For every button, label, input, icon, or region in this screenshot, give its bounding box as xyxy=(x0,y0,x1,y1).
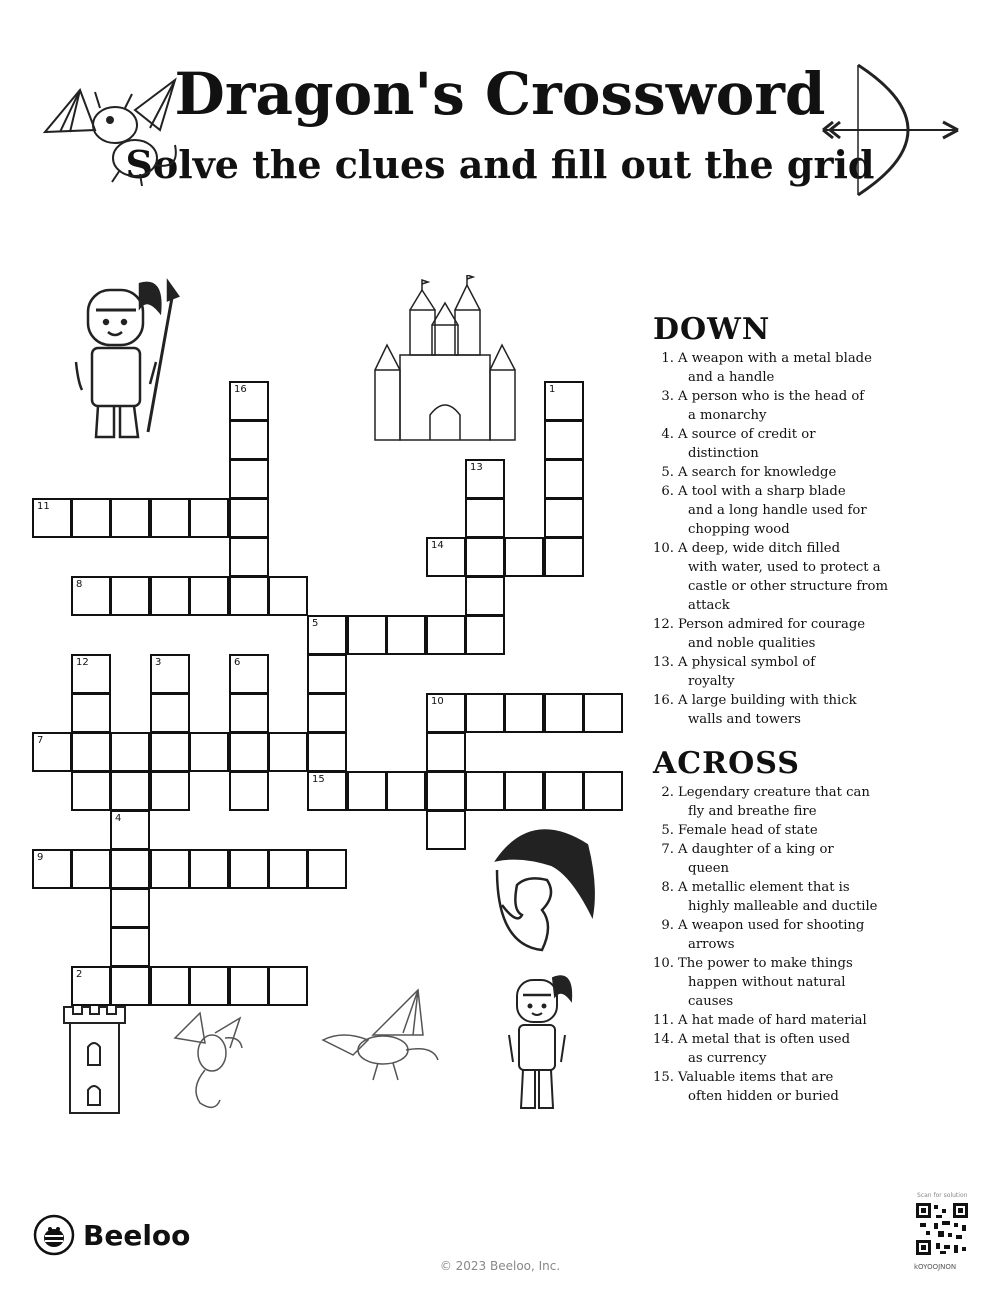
crossword-cell[interactable] xyxy=(71,966,111,1006)
crossword-cell[interactable] xyxy=(307,732,347,772)
clue-item xyxy=(653,482,888,539)
crossword-cell[interactable] xyxy=(150,966,190,1006)
crossword-cell[interactable] xyxy=(229,693,269,733)
clue-line: queen xyxy=(688,861,730,876)
across-clues xyxy=(653,746,888,1106)
crossword-cell[interactable] xyxy=(110,498,150,538)
crossword-cell[interactable] xyxy=(32,498,72,538)
clue-item-number: 2. xyxy=(661,785,674,800)
clue-number: 7 xyxy=(37,735,44,746)
clue-number: 1 xyxy=(549,384,556,395)
crossword-cell[interactable] xyxy=(426,771,466,811)
crossword-cell[interactable] xyxy=(229,576,269,616)
crossword-cell[interactable] xyxy=(465,537,505,577)
clue-line: happen without natural causes xyxy=(688,975,846,1009)
clue-line: A hat made of hard material xyxy=(678,1013,867,1028)
clue-number: 6 xyxy=(234,657,241,668)
clue-number: 5 xyxy=(312,618,319,629)
crossword-cell[interactable] xyxy=(71,693,111,733)
crossword-cell[interactable] xyxy=(71,849,111,889)
helmet-icon xyxy=(482,815,602,955)
crossword-cell[interactable] xyxy=(544,693,584,733)
crossword-cell[interactable] xyxy=(465,459,505,499)
crossword-cell[interactable] xyxy=(426,693,466,733)
crossword-cell[interactable] xyxy=(229,966,269,1006)
clue-item-number: 5. xyxy=(661,823,674,838)
clue-item xyxy=(653,954,888,1011)
bee-icon xyxy=(33,1214,75,1256)
crossword-cell[interactable] xyxy=(229,459,269,499)
down-clues xyxy=(653,312,888,729)
crossword-cell[interactable] xyxy=(544,771,584,811)
crossword-cell[interactable] xyxy=(110,888,150,928)
clue-item-number: 16. xyxy=(653,693,674,708)
clue-item xyxy=(653,1068,888,1106)
clue-item xyxy=(653,653,888,691)
clue-line: Female head of state xyxy=(678,823,818,838)
down-heading: DOWN xyxy=(653,312,771,347)
down-clue-list xyxy=(653,349,888,729)
clue-number: 9 xyxy=(37,852,44,863)
crossword-cell[interactable] xyxy=(544,537,584,577)
clue-line: A search for knowledge xyxy=(678,465,837,480)
crossword-cell[interactable] xyxy=(229,654,269,694)
clue-item xyxy=(653,1030,888,1068)
clue-line: A weapon with a metal blade xyxy=(678,351,872,366)
crossword-cell[interactable] xyxy=(110,732,150,772)
crossword-cell[interactable] xyxy=(229,381,269,421)
clue-line: with water, used to protect a xyxy=(688,560,881,575)
castle-icon xyxy=(370,275,520,445)
clue-line: and a long handle used for xyxy=(688,503,867,518)
clue-line: chopping wood xyxy=(688,522,790,537)
crossword-cell[interactable] xyxy=(110,810,150,850)
clue-item xyxy=(653,425,888,463)
clue-number: 4 xyxy=(115,813,122,824)
crossword-cell[interactable] xyxy=(110,849,150,889)
crossword-cell[interactable] xyxy=(150,771,190,811)
crossword-cell[interactable] xyxy=(189,966,229,1006)
clue-item-text xyxy=(678,691,888,729)
clue-item-text xyxy=(678,878,888,916)
crossword-cell[interactable] xyxy=(229,420,269,460)
crossword-cell[interactable] xyxy=(504,537,544,577)
clue-item-number: 15. xyxy=(653,1070,674,1085)
clue-item xyxy=(653,821,888,840)
page-title: Dragon's Crossword xyxy=(174,60,826,128)
crossword-cell[interactable] xyxy=(465,498,505,538)
crossword-cell[interactable] xyxy=(307,771,347,811)
clue-line: and noble qualities xyxy=(688,636,816,651)
crossword-cell[interactable] xyxy=(307,615,347,655)
crossword-cell[interactable] xyxy=(583,693,623,733)
crossword-cell[interactable] xyxy=(32,849,72,889)
crossword-cell[interactable] xyxy=(229,498,269,538)
crossword-cell[interactable] xyxy=(229,771,269,811)
crossword-cell[interactable] xyxy=(465,576,505,616)
clue-item-text xyxy=(678,954,888,1011)
clue-line: A metallic element that is xyxy=(678,880,850,895)
clue-item-number: 5. xyxy=(661,465,674,480)
clue-line: A large building with thick xyxy=(678,693,857,708)
across-clue-list xyxy=(653,783,888,1106)
crossword-cell[interactable] xyxy=(268,576,308,616)
clue-line: distinction xyxy=(688,446,759,461)
clue-item-number: 1. xyxy=(661,351,674,366)
clue-line: A metal that is often used xyxy=(678,1032,851,1047)
crossword-cell[interactable] xyxy=(426,810,466,850)
crossword-cell[interactable] xyxy=(307,693,347,733)
crossword-cell[interactable] xyxy=(71,576,111,616)
clue-item-text xyxy=(678,349,888,387)
clue-item xyxy=(653,878,888,916)
crossword-cell[interactable] xyxy=(150,654,190,694)
knight-icon xyxy=(68,272,188,457)
flying-dragon-icon xyxy=(318,985,443,1090)
crossword-cell[interactable] xyxy=(268,966,308,1006)
clue-number: 3 xyxy=(155,657,162,668)
clue-item-text xyxy=(678,1030,888,1068)
crossword-cell[interactable] xyxy=(150,498,190,538)
clue-item-number: 9. xyxy=(661,918,674,933)
crossword-cell[interactable] xyxy=(229,537,269,577)
qr-code-icon[interactable] xyxy=(916,1203,968,1255)
clue-line: Valuable items that are xyxy=(678,1070,834,1085)
clue-item-number: 6. xyxy=(661,484,674,499)
crossword-cell[interactable] xyxy=(150,693,190,733)
crossword-cell[interactable] xyxy=(307,654,347,694)
crossword-cell[interactable] xyxy=(189,732,229,772)
crossword-cell[interactable] xyxy=(386,771,426,811)
crossword-cell[interactable] xyxy=(268,849,308,889)
bow-arrow-icon xyxy=(818,60,968,200)
clue-item-text xyxy=(678,840,888,878)
clue-item xyxy=(653,783,888,821)
crossword-cell[interactable] xyxy=(268,732,308,772)
clue-line: attack xyxy=(688,598,730,613)
clue-item xyxy=(653,916,888,954)
clue-number: 16 xyxy=(234,384,247,395)
page-subtitle: Solve the clues and fill out the grid xyxy=(125,142,875,187)
dragon-icon xyxy=(40,70,190,190)
clue-item xyxy=(653,840,888,878)
clue-number: 13 xyxy=(470,462,483,473)
clue-line: A tool with a sharp blade xyxy=(678,484,846,499)
clue-line: royalty xyxy=(688,674,735,689)
crossword-cell[interactable] xyxy=(150,732,190,772)
clue-item-text xyxy=(678,539,888,615)
clue-line: and a handle xyxy=(688,370,775,385)
crossword-cell[interactable] xyxy=(110,771,150,811)
clue-item-number: 7. xyxy=(661,842,674,857)
clue-line: The power to make things xyxy=(678,956,853,971)
clue-number: 15 xyxy=(312,774,325,785)
clue-item-number: 12. xyxy=(653,617,674,632)
crossword-cell[interactable] xyxy=(71,732,111,772)
clue-line: fly and breathe fire xyxy=(688,804,817,819)
clue-line: walls and towers xyxy=(688,712,801,727)
clue-item-text xyxy=(678,653,888,691)
crossword-cell[interactable] xyxy=(504,693,544,733)
clue-line: Person admired for courage xyxy=(678,617,866,632)
crossword-cell[interactable] xyxy=(465,615,505,655)
clue-item xyxy=(653,387,888,425)
clue-item xyxy=(653,691,888,729)
crossword-cell[interactable] xyxy=(583,771,623,811)
clue-item-text xyxy=(678,821,888,840)
small-knight-icon xyxy=(505,970,580,1115)
clue-item-number: 10. xyxy=(653,541,674,556)
clue-item xyxy=(653,349,888,387)
crossword-cell[interactable] xyxy=(465,693,505,733)
clue-line: a monarchy xyxy=(688,408,767,423)
crossword-cell[interactable] xyxy=(32,732,72,772)
crossword-cell[interactable] xyxy=(110,576,150,616)
crossword-cell[interactable] xyxy=(229,849,269,889)
clue-item-text xyxy=(678,1068,888,1106)
beeloo-logo xyxy=(33,1214,190,1256)
clue-item-text xyxy=(678,482,888,539)
clue-item xyxy=(653,539,888,615)
clue-item-number: 10. xyxy=(653,956,674,971)
crossword-cell[interactable] xyxy=(504,771,544,811)
clue-number: 10 xyxy=(431,696,444,707)
clue-item xyxy=(653,615,888,653)
clue-line: A physical symbol of xyxy=(678,655,816,670)
clue-number: 14 xyxy=(431,540,444,551)
clue-line: arrows xyxy=(688,937,735,952)
clue-item-text xyxy=(678,916,888,954)
crossword-cell[interactable] xyxy=(465,771,505,811)
crossword-cell[interactable] xyxy=(544,381,584,421)
crossword-cell[interactable] xyxy=(307,849,347,889)
clue-line: often hidden or buried xyxy=(688,1089,839,1104)
clue-number: 11 xyxy=(37,501,50,512)
clue-item-text xyxy=(678,783,888,821)
clue-line: castle or other structure from xyxy=(688,579,888,594)
clue-item-text xyxy=(678,1011,888,1030)
crossword-cell[interactable] xyxy=(426,615,466,655)
copyright: © 2023 Beeloo, Inc. xyxy=(439,1259,561,1273)
crossword-cell[interactable] xyxy=(544,420,584,460)
clue-item xyxy=(653,1011,888,1030)
crossword-cell[interactable] xyxy=(189,576,229,616)
crossword-cell[interactable] xyxy=(426,732,466,772)
clue-item-number: 14. xyxy=(653,1032,674,1047)
clue-item-text xyxy=(678,615,888,653)
clue-line: A weapon used for shooting xyxy=(678,918,865,933)
clue-line: highly malleable and ductile xyxy=(688,899,878,914)
small-dragon-icon xyxy=(170,1008,250,1113)
crossword-cell[interactable] xyxy=(110,966,150,1006)
clue-item-number: 11. xyxy=(653,1013,674,1028)
clue-number: 8 xyxy=(76,579,83,590)
crossword-cell[interactable] xyxy=(150,576,190,616)
crossword-cell[interactable] xyxy=(150,849,190,889)
crossword-cell[interactable] xyxy=(426,537,466,577)
clue-line: A source of credit or xyxy=(678,427,816,442)
tower-icon xyxy=(62,1005,127,1115)
crossword-cell[interactable] xyxy=(229,732,269,772)
clue-item-text xyxy=(678,463,888,482)
crossword-cell[interactable] xyxy=(544,459,584,499)
crossword-cell[interactable] xyxy=(71,498,111,538)
clue-item-number: 3. xyxy=(661,389,674,404)
clue-item-text xyxy=(678,425,888,463)
clue-line: A person who is the head of xyxy=(678,389,865,404)
crossword-cell[interactable] xyxy=(189,849,229,889)
crossword-cell[interactable] xyxy=(71,654,111,694)
crossword-cell[interactable] xyxy=(347,771,387,811)
clue-number: 2 xyxy=(76,969,83,980)
clue-number: 12 xyxy=(76,657,89,668)
crossword-cell[interactable] xyxy=(71,771,111,811)
crossword-cell[interactable] xyxy=(110,927,150,967)
crossword-cell[interactable] xyxy=(544,498,584,538)
clue-line: A daughter of a king or xyxy=(678,842,834,857)
across-heading: ACROSS xyxy=(653,746,800,781)
crossword-cell[interactable] xyxy=(347,615,387,655)
clue-line: as currency xyxy=(688,1051,767,1066)
clue-item-number: 13. xyxy=(653,655,674,670)
clue-item xyxy=(653,463,888,482)
clue-item-text xyxy=(678,387,888,425)
crossword-cell[interactable] xyxy=(386,615,426,655)
clue-line: Legendary creature that can xyxy=(678,785,870,800)
clue-line: A deep, wide ditch filled xyxy=(678,541,841,556)
qr-code-text: kOYOOJNON xyxy=(914,1263,957,1271)
brand-name: Beeloo xyxy=(83,1218,191,1252)
qr-label: Scan for solution xyxy=(917,1192,968,1199)
clue-item-number: 4. xyxy=(661,427,674,442)
clue-item-number: 8. xyxy=(661,880,674,895)
crossword-cell[interactable] xyxy=(189,498,229,538)
